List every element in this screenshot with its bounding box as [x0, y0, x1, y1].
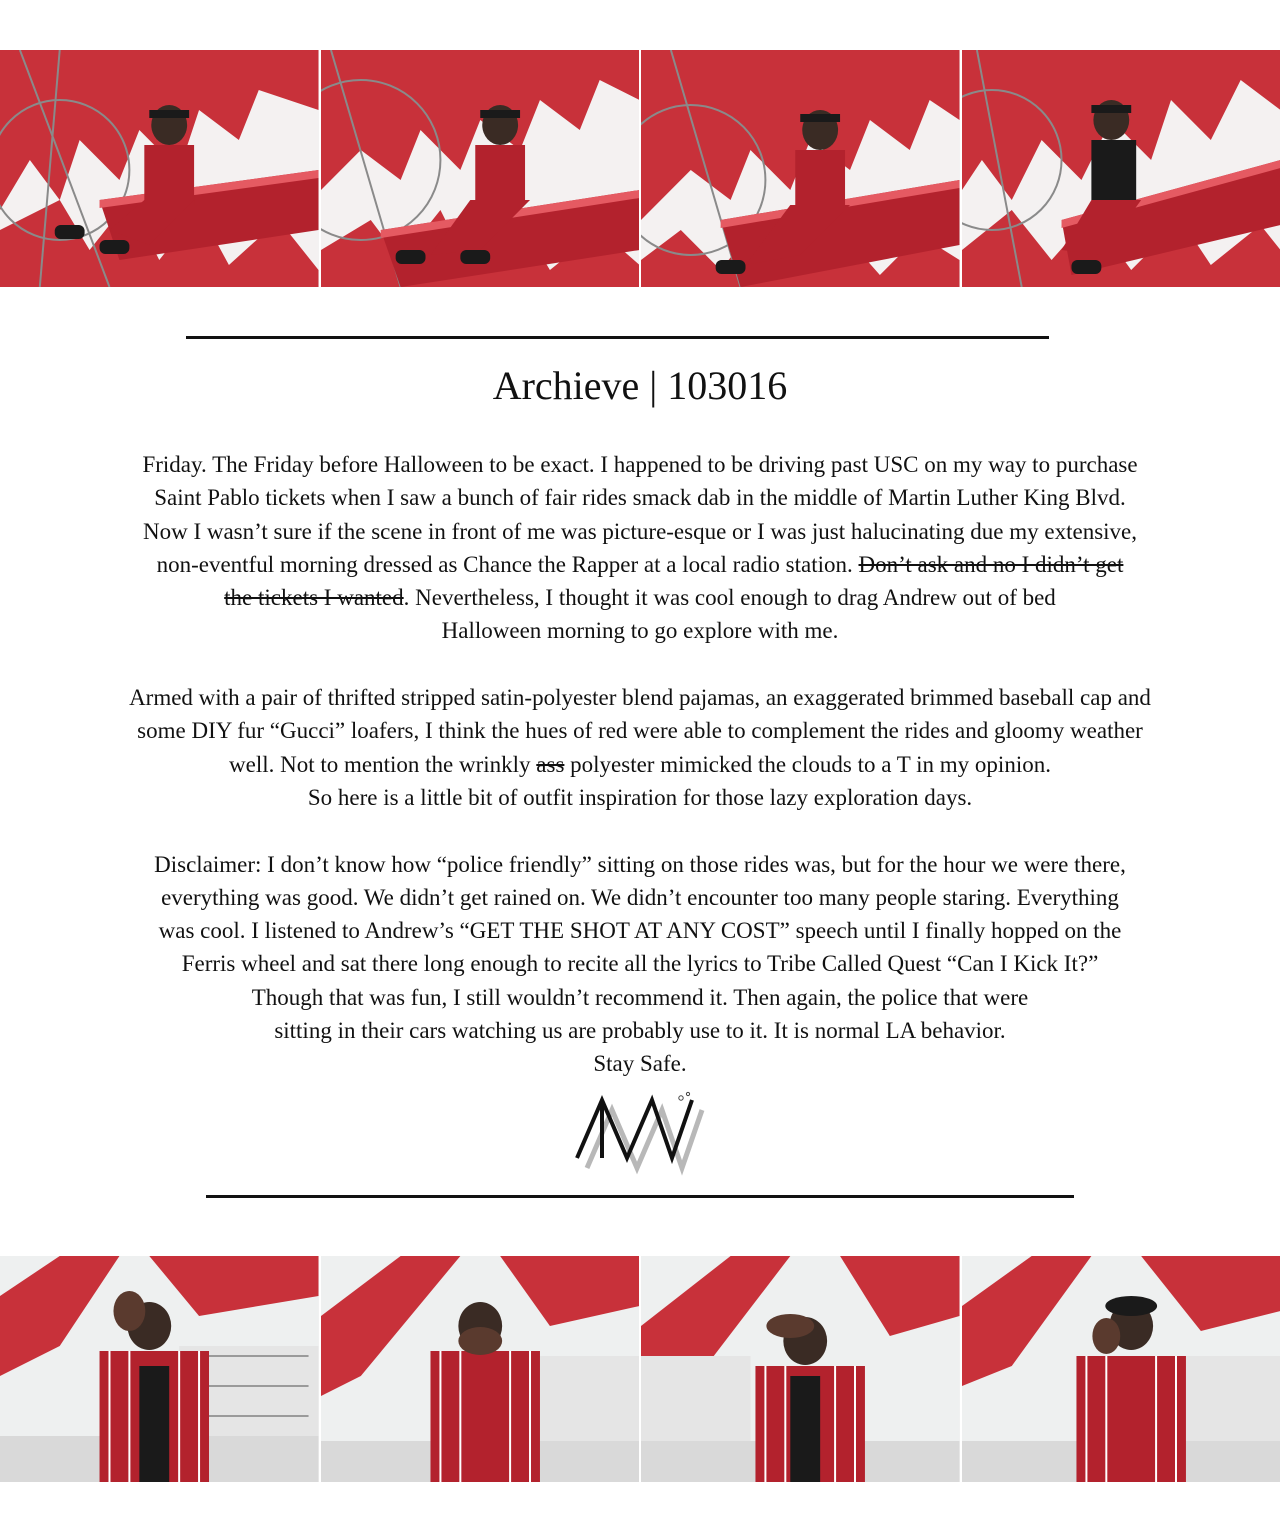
- sign-off: Stay Safe.: [593, 1051, 687, 1077]
- top-photo-3: [641, 50, 960, 287]
- paragraph-2: [20, 681, 1260, 814]
- top-photo-strip: [0, 50, 1280, 287]
- top-photo-1: [0, 50, 319, 287]
- paragraph-3: [20, 848, 1260, 1081]
- am-monogram-icon: [567, 1088, 717, 1178]
- text-line: some DIY fur “Gucci” loafers, I think the hues of red were able to complement the rides and gloomy weather: [137, 718, 1143, 744]
- text-line: So here is a little bit of outfit inspiration for those lazy exploration days.: [307, 784, 973, 810]
- bottom-divider: [206, 1195, 1074, 1198]
- bottom-photo-4: [962, 1256, 1280, 1482]
- text-line: Though that was fun, I still wouldn’t recommend it. Then again, the police that were: [251, 984, 1029, 1010]
- text-line: . Nevertheless, I thought it was cool enough to drag Andrew out of bed: [403, 585, 1056, 611]
- bottom-photo-3: [641, 1256, 960, 1482]
- struck-text: the tickets I wanted: [224, 585, 404, 611]
- text-line: Ferris wheel and sat there long enough to recite all the lyrics to Tribe Called Quest “Can I Kick It?”: [181, 951, 1099, 977]
- text-line: Saint Pablo tickets when I saw a bunch of fair rides smack dab in the middle of Martin Luther King Blvd.: [154, 485, 1126, 511]
- top-photo-2: [321, 50, 640, 287]
- text-line: Now I wasn’t sure if the scene in front of me was picture-esque or I was just halucinating due my extensive,: [142, 518, 1138, 544]
- article-body: [20, 448, 1260, 1081]
- text-line: Friday. The Friday before Halloween to be exact. I happened to be driving past USC on my way to purchase: [142, 452, 1138, 477]
- bottom-photo-strip: [0, 1256, 1280, 1482]
- text-line: everything was good. We didn’t get rained on. We didn’t encounter too many people staring. Everything: [161, 884, 1119, 910]
- text-line: Armed with a pair of thrifted stripped satin-polyester blend pajamas, an exaggerated brimmed baseball cap and: [129, 685, 1151, 711]
- paragraph-1: [20, 448, 1260, 648]
- text-line: non-eventful morning dressed as Chance the Rapper at a local radio station.: [156, 551, 859, 577]
- top-photo-4: [962, 50, 1280, 287]
- struck-text: ass: [536, 751, 565, 777]
- text-line: Halloween morning to go explore with me.: [441, 618, 839, 644]
- page-title: Archieve | 103016: [492, 363, 788, 408]
- text-line: Disclaimer: I don’t know how “police friendly” sitting on those rides was, but for the hour we were there,: [154, 851, 1126, 877]
- bottom-photo-1: [0, 1256, 319, 1482]
- struck-text: Don’t ask and no I didn’t get: [858, 551, 1124, 577]
- bottom-photo-2: [321, 1256, 640, 1482]
- text-line: was cool. I listened to Andrew’s “GET THE SHOT AT ANY COST” speech until I finally hopped on the: [158, 918, 1122, 944]
- top-divider: [186, 336, 1049, 339]
- text-line: polyester mimicked the clouds to a T in my opinion.: [564, 751, 1051, 777]
- text-line: well. Not to mention the wrinkly: [229, 751, 537, 777]
- text-line: sitting in their cars watching us are probably use to it. It is normal LA behavior.: [274, 1018, 1006, 1044]
